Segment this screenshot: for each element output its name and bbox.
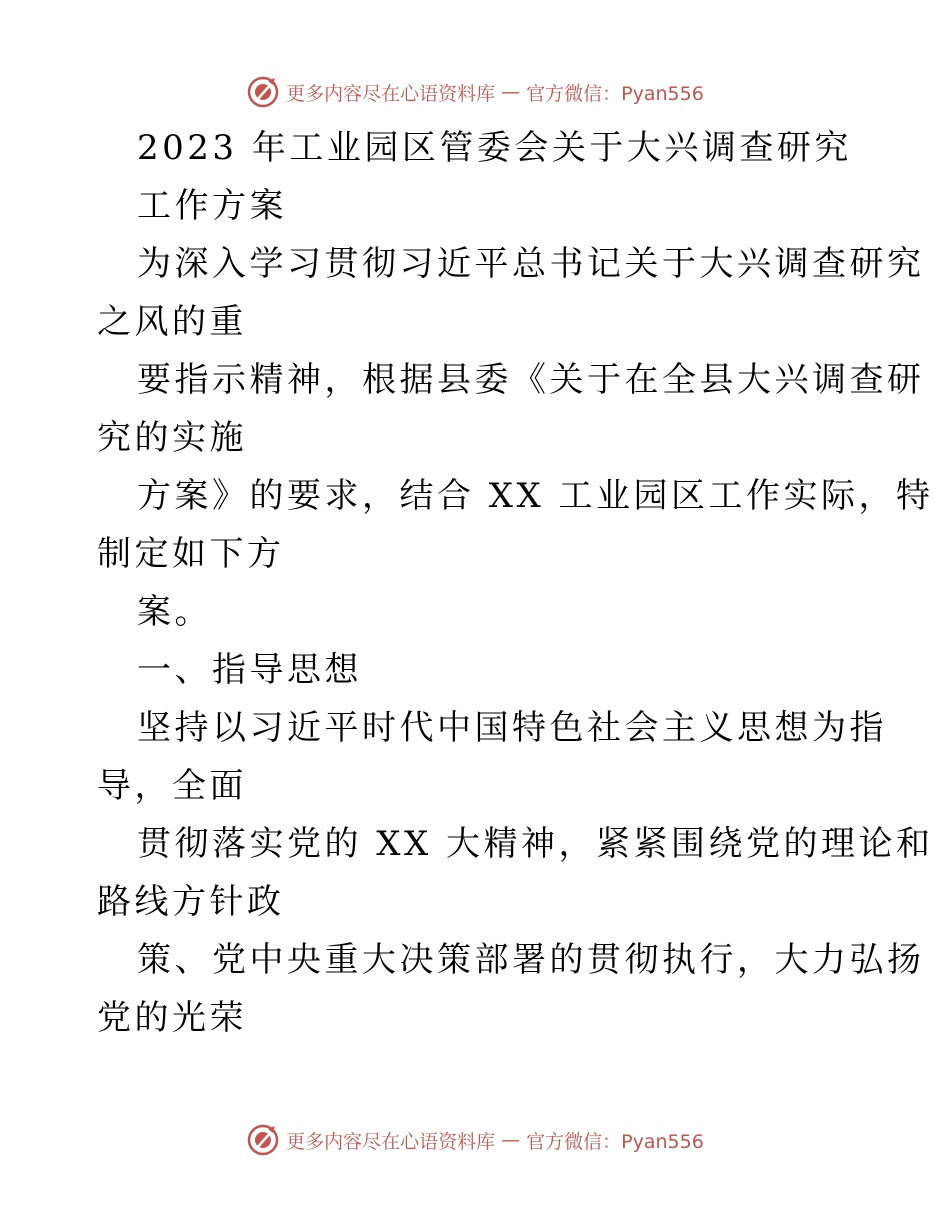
watermark-contact: 官方微信：Pyan556 <box>526 82 704 105</box>
paragraph-line: 制定如下方 <box>97 534 285 574</box>
title-line-2: 工作方案 <box>137 186 287 226</box>
paragraph-line: 导，全面 <box>97 766 247 806</box>
paragraph-line: 要指示精神，根据县委《关于在全县大兴调查研 <box>137 360 925 400</box>
paragraph-line: 贯彻落实党的 XX 大精神，紧紧围绕党的理论和 <box>137 824 934 864</box>
paragraph-line: 为深入学习贯彻习近平总书记关于大兴调查研究 <box>137 244 925 284</box>
watermark-text: 更多内容尽在心语资料库 <box>286 82 496 105</box>
paragraph-line: 之风的重 <box>97 302 247 342</box>
paragraph-line: 党的光荣 <box>97 998 247 1038</box>
pen-seal-logo-icon <box>246 75 280 109</box>
paragraph-line: 路线方针政 <box>97 882 285 922</box>
paragraph-line: 究的实施 <box>97 418 247 458</box>
watermark-contact: 官方微信：Pyan556 <box>526 1130 704 1153</box>
paragraph-line: 坚持以习近平时代中国特色社会主义思想为指 <box>137 708 887 748</box>
paragraph-line: 方案》的要求，结合 XX 工业园区工作实际，特 <box>137 476 934 516</box>
watermark-separator: — <box>501 81 521 103</box>
watermark-separator: — <box>501 1129 521 1151</box>
pen-seal-logo-icon <box>246 1123 280 1157</box>
watermark-text: 更多内容尽在心语资料库 <box>286 1130 496 1153</box>
paragraph-line: 案。 <box>137 592 212 632</box>
watermark-footer <box>0 1120 950 1160</box>
title-line-1: 2023 年工业园区管委会关于大兴调查研究 <box>137 128 852 168</box>
section-heading: 一、指导思想 <box>137 650 362 690</box>
paragraph-line: 策、党中央重大决策部署的贯彻执行，大力弘扬 <box>137 940 925 980</box>
watermark-header <box>0 72 950 112</box>
